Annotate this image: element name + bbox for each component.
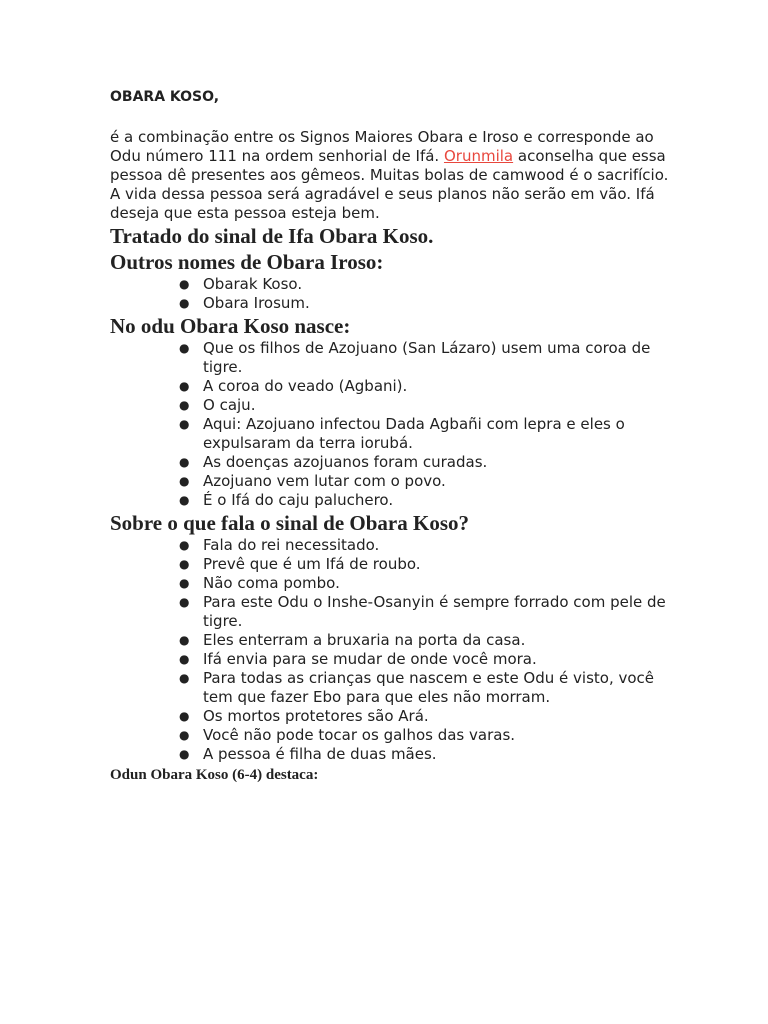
list-item-text: Não coma pombo. (203, 574, 340, 592)
list-item-text: Os mortos protetores são Ará. (203, 707, 429, 725)
list-item (179, 275, 670, 294)
bullet-icon: ● (179, 538, 190, 552)
list-item-text: As doenças azojuanos foram curadas. (203, 453, 488, 471)
list-nasce (110, 339, 670, 510)
list-item (179, 536, 670, 555)
list-item-text: Obarak Koso. (203, 275, 303, 293)
list-item (179, 707, 670, 726)
bullet-icon: ● (179, 557, 190, 571)
bullet-icon: ● (179, 341, 190, 355)
document-body (110, 88, 670, 784)
bullet-icon: ● (179, 633, 190, 647)
list-item (179, 339, 670, 377)
bullet-icon: ● (179, 474, 190, 488)
list-item-text: Fala do rei necessitado. (203, 536, 380, 554)
list-item (179, 669, 670, 707)
list-item (179, 650, 670, 669)
bullet-icon: ● (179, 652, 190, 666)
list-item (179, 726, 670, 745)
bullet-icon: ● (179, 671, 190, 685)
list-item (179, 745, 670, 764)
list-item-text: Ifá envia para se mudar de onde você mora. (203, 650, 537, 668)
section-heading-sobre: Sobre o que fala o sinal de Obara Koso? (110, 511, 469, 535)
intro-text-after-link: aconselha que essa pessoa dê presentes aos gêmeos. Muitas bolas de camwood é o sacrifício. A vida dessa pessoa será agradável e seus planos não serão em vão. Ifá deseja que esta pessoa esteja bem. (110, 147, 669, 222)
list-item-text: Eles enterram a bruxaria na porta da casa. (203, 631, 526, 649)
list-item (179, 415, 670, 453)
list-item-text: Para este Odu o Inshe-Osanyin é sempre forrado com pele de tigre. (203, 593, 666, 630)
list-item-text: Prevê que é um Ifá de roubo. (203, 555, 421, 573)
list-item-text: Obara Irosum. (203, 294, 310, 312)
section-heading-tratado: Tratado do sinal de Ifa Obara Koso. (110, 224, 434, 248)
list-item-text: Para todas as crianças que nascem e este Odu é visto, você tem que fazer Ebo para que eles não morram. (203, 669, 655, 706)
list-item-text: Aqui: Azojuano infectou Dada Agbañi com lepra e eles o expulsaram da terra iorubá. (203, 415, 625, 452)
list-item (179, 472, 670, 491)
document-title: OBARA KOSO, (110, 89, 220, 105)
intro-paragraph (110, 128, 670, 223)
list-outros-nomes (110, 275, 670, 313)
list-sobre (110, 536, 670, 764)
footer-heading: Odun Obara Koso (6-4) destaca: (110, 767, 319, 783)
bullet-icon: ● (179, 277, 190, 291)
list-item (179, 453, 670, 472)
list-item-text: A pessoa é filha de duas mães. (203, 745, 437, 763)
list-item-text: A coroa do veado (Agbani). (203, 377, 408, 395)
section-heading-nasce: No odu Obara Koso nasce: (110, 314, 351, 338)
bullet-icon: ● (179, 709, 190, 723)
list-item-text: É o Ifá do caju paluchero. (203, 491, 394, 509)
list-item (179, 555, 670, 574)
list-item (179, 593, 670, 631)
list-item (179, 631, 670, 650)
list-item (179, 574, 670, 593)
list-item-text: Que os filhos de Azojuano (San Lázaro) usem uma coroa de tigre. (203, 339, 651, 376)
bullet-icon: ● (179, 493, 190, 507)
bullet-icon: ● (179, 455, 190, 469)
bullet-icon: ● (179, 747, 190, 761)
list-item-text: Você não pode tocar os galhos das varas. (203, 726, 516, 744)
list-item (179, 377, 670, 396)
list-item (179, 491, 670, 510)
bullet-icon: ● (179, 576, 190, 590)
bullet-icon: ● (179, 296, 190, 310)
list-item-text: Azojuano vem lutar com o povo. (203, 472, 446, 490)
bullet-icon: ● (179, 595, 190, 609)
list-item (179, 294, 670, 313)
list-item-text: O caju. (203, 396, 256, 414)
bullet-icon: ● (179, 379, 190, 393)
section-heading-outros-nomes: Outros nomes de Obara Iroso: (110, 250, 384, 274)
intro-text-before-link: é a combinação entre os Signos Maiores Obara e Iroso e corresponde ao Odu número 111 na ordem senhorial de Ifá. (110, 128, 654, 165)
bullet-icon: ● (179, 728, 190, 742)
bullet-icon: ● (179, 398, 190, 412)
list-item (179, 396, 670, 415)
orunmila-link[interactable]: Orunmila (443, 147, 514, 165)
bullet-icon: ● (179, 417, 190, 431)
